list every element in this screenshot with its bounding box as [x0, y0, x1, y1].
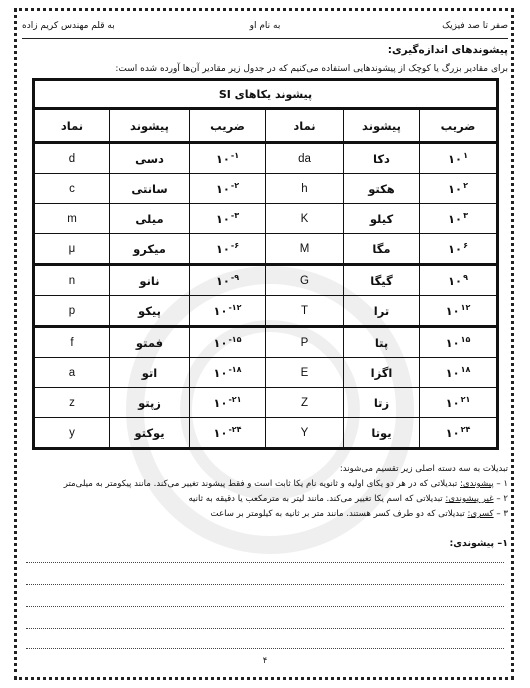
note-text: تبدیلاتی که اسم یکا تغییر می‌کند. مانند لیتر به مترمکعب یا دقیقه به ثانیه — [188, 494, 443, 504]
large-factor-cell — [420, 388, 498, 418]
factor-exponent: -۲ — [230, 181, 240, 191]
factor-base: ۱۰ — [448, 241, 463, 256]
factor-base: ۱۰ — [448, 273, 463, 288]
factor-base: ۱۰ — [448, 211, 463, 226]
factor-base: ۱۰ — [213, 395, 228, 410]
factor-exponent: ۱۲ — [460, 303, 471, 313]
notes-section — [20, 464, 508, 524]
factor-exponent: ۱۵ — [460, 335, 471, 345]
answer-line[interactable] — [26, 648, 504, 649]
table-row — [34, 143, 498, 174]
factor-base: ۱۰ — [215, 211, 230, 226]
table-body — [34, 143, 498, 449]
factor-base: ۱۰ — [445, 425, 460, 440]
header-series-title: صفر تا صد فیزیک — [442, 21, 508, 31]
answer-line[interactable] — [26, 562, 504, 563]
factor-exponent: -۳ — [230, 211, 240, 221]
large-prefix-cell: هکتو — [344, 174, 420, 204]
note-text: تبدیلاتی که در هر دو یکای اولیه و ثانویه نام یکا ثابت است و فقط پیشوند تغییر می‌کند. مانند پیکومتر به میلی‌متر — [63, 479, 458, 489]
factor-base: ۱۰ — [215, 151, 230, 166]
factor-exponent: ۹ — [463, 273, 468, 283]
factor-base: ۱۰ — [215, 273, 230, 288]
factor-base: ۱۰ — [213, 365, 228, 380]
table-row — [34, 358, 498, 388]
large-symbol-cell: Z — [266, 388, 344, 418]
note-item — [20, 479, 508, 489]
small-prefix-cell: زپتو — [110, 388, 190, 418]
small-factor-cell — [190, 174, 266, 204]
large-prefix-cell: اگزا — [344, 358, 420, 388]
small-factor-cell — [190, 388, 266, 418]
large-factor-cell — [420, 174, 498, 204]
note-label: کسری: — [467, 509, 494, 519]
table-row — [34, 388, 498, 418]
factor-exponent: ۳ — [463, 211, 468, 221]
small-prefix-cell: یوکتو — [110, 418, 190, 449]
factor-base: ۱۰ — [445, 303, 460, 318]
large-prefix-cell: ترا — [344, 296, 420, 327]
note-number: ۲ – — [496, 494, 508, 504]
large-symbol-cell: da — [266, 143, 344, 174]
large-factor-cell — [420, 234, 498, 265]
small-factor-cell — [190, 234, 266, 265]
table-header-cell: پیشوند — [110, 109, 190, 143]
large-prefix-cell: پتا — [344, 327, 420, 358]
factor-base: ۱۰ — [445, 335, 460, 350]
small-symbol-cell: z — [34, 388, 110, 418]
si-prefix-table — [32, 78, 499, 450]
factor-exponent: -۱ — [230, 151, 240, 161]
small-symbol-cell: d — [34, 143, 110, 174]
header-divider — [22, 38, 508, 39]
question-title: ۱– پیشوندی: — [449, 538, 508, 549]
factor-base: ۱۰ — [448, 151, 463, 166]
small-symbol-cell: p — [34, 296, 110, 327]
large-factor-cell — [420, 296, 498, 327]
small-symbol-cell: f — [34, 327, 110, 358]
small-symbol-cell: n — [34, 265, 110, 296]
small-factor-cell — [190, 358, 266, 388]
large-factor-cell — [420, 143, 498, 174]
large-prefix-cell: یوتا — [344, 418, 420, 449]
large-symbol-cell: P — [266, 327, 344, 358]
note-text: تبدیلاتی که دو طرف کسر هستند. مانند متر بر ثانیه به کیلومتر بر ساعت — [210, 509, 465, 519]
small-prefix-cell: دسی — [110, 143, 190, 174]
small-prefix-cell: میلی — [110, 204, 190, 234]
notes-intro: تبدیلات به سه دسته اصلی زیر تقسیم می‌شوند: — [339, 464, 508, 474]
large-factor-cell — [420, 358, 498, 388]
factor-exponent: ۲۴ — [460, 425, 471, 435]
large-prefix-cell: دکا — [344, 143, 420, 174]
table-header-cell: ضریب — [420, 109, 498, 143]
factor-base: ۱۰ — [445, 395, 460, 410]
page-number: ۴ — [262, 656, 268, 666]
large-symbol-cell: M — [266, 234, 344, 265]
header-author: به قلم مهندس کریم زاده — [22, 21, 115, 31]
large-symbol-cell: K — [266, 204, 344, 234]
factor-base: ۱۰ — [213, 425, 228, 440]
small-symbol-cell: μ — [34, 234, 110, 265]
note-item — [20, 509, 508, 519]
factor-base: ۱۰ — [213, 335, 228, 350]
small-factor-cell — [190, 265, 266, 296]
factor-exponent: ۲۱ — [460, 395, 471, 405]
factor-base: ۱۰ — [213, 303, 228, 318]
small-factor-cell — [190, 327, 266, 358]
small-prefix-cell: اتو — [110, 358, 190, 388]
table-row — [34, 327, 498, 358]
factor-exponent: ۶ — [463, 241, 468, 251]
factor-exponent: -۱۸ — [228, 365, 242, 375]
page-header — [22, 18, 508, 40]
small-prefix-cell: میکرو — [110, 234, 190, 265]
factor-exponent: ۱ — [463, 151, 468, 161]
small-factor-cell — [190, 296, 266, 327]
table-row — [34, 265, 498, 296]
section-title: پیشوندهای اندازه‌گیری: — [387, 44, 508, 56]
answer-line[interactable] — [26, 606, 504, 607]
table-header-cell: پیشوند — [344, 109, 420, 143]
factor-exponent: ۲ — [463, 181, 468, 191]
table-header-row — [34, 109, 498, 143]
large-factor-cell — [420, 327, 498, 358]
large-prefix-cell: کیلو — [344, 204, 420, 234]
factor-base: ۱۰ — [445, 365, 460, 380]
small-prefix-cell: فمتو — [110, 327, 190, 358]
small-symbol-cell: m — [34, 204, 110, 234]
small-factor-cell — [190, 204, 266, 234]
small-factor-cell — [190, 418, 266, 449]
large-factor-cell — [420, 418, 498, 449]
table-row — [34, 418, 498, 449]
note-number: ۱ – — [496, 479, 508, 489]
small-symbol-cell: y — [34, 418, 110, 449]
table-row — [34, 174, 498, 204]
small-factor-cell — [190, 143, 266, 174]
large-symbol-cell: E — [266, 358, 344, 388]
factor-exponent: ۱۸ — [460, 365, 471, 375]
table-row — [34, 296, 498, 327]
factor-exponent: -۲۱ — [228, 395, 242, 405]
table-header-cell: نماد — [266, 109, 344, 143]
factor-base: ۱۰ — [215, 241, 230, 256]
large-symbol-cell: Y — [266, 418, 344, 449]
note-number: ۳ – — [496, 509, 508, 519]
answer-line[interactable] — [26, 628, 504, 629]
large-prefix-cell: مگا — [344, 234, 420, 265]
intro-text: برای مقادیر بزرگ یا کوچک از پیشوندهایی استفاده می‌کنیم که در جدول زیر مقادیر آن‌ها آورده شده است: — [115, 64, 508, 74]
small-prefix-cell: سانتی — [110, 174, 190, 204]
large-symbol-cell: T — [266, 296, 344, 327]
large-prefix-cell: زتا — [344, 388, 420, 418]
small-symbol-cell: a — [34, 358, 110, 388]
large-symbol-cell: G — [266, 265, 344, 296]
large-factor-cell — [420, 204, 498, 234]
notes-list — [20, 479, 508, 519]
header-dedication: به نام او — [249, 21, 281, 31]
large-symbol-cell: h — [266, 174, 344, 204]
small-symbol-cell: c — [34, 174, 110, 204]
factor-exponent: -۶ — [230, 241, 240, 251]
table-header-cell: نماد — [34, 109, 110, 143]
factor-exponent: -۲۴ — [228, 425, 242, 435]
small-prefix-cell: نانو — [110, 265, 190, 296]
table-row — [34, 204, 498, 234]
large-prefix-cell: گیگا — [344, 265, 420, 296]
note-item — [20, 494, 508, 504]
factor-exponent: -۱۵ — [228, 335, 242, 345]
large-factor-cell — [420, 265, 498, 296]
small-prefix-cell: پیکو — [110, 296, 190, 327]
answer-line[interactable] — [26, 584, 504, 585]
factor-base: ۱۰ — [448, 181, 463, 196]
factor-exponent: -۹ — [230, 273, 240, 283]
table-row — [34, 234, 498, 265]
factor-exponent: -۱۲ — [228, 303, 242, 313]
table-header-cell: ضریب — [190, 109, 266, 143]
factor-base: ۱۰ — [215, 181, 230, 196]
table-caption: پیشوند یکاهای SI — [34, 80, 498, 109]
note-label: غیر پیشوندی: — [445, 494, 494, 504]
note-label: پیشوندی: — [459, 479, 494, 489]
